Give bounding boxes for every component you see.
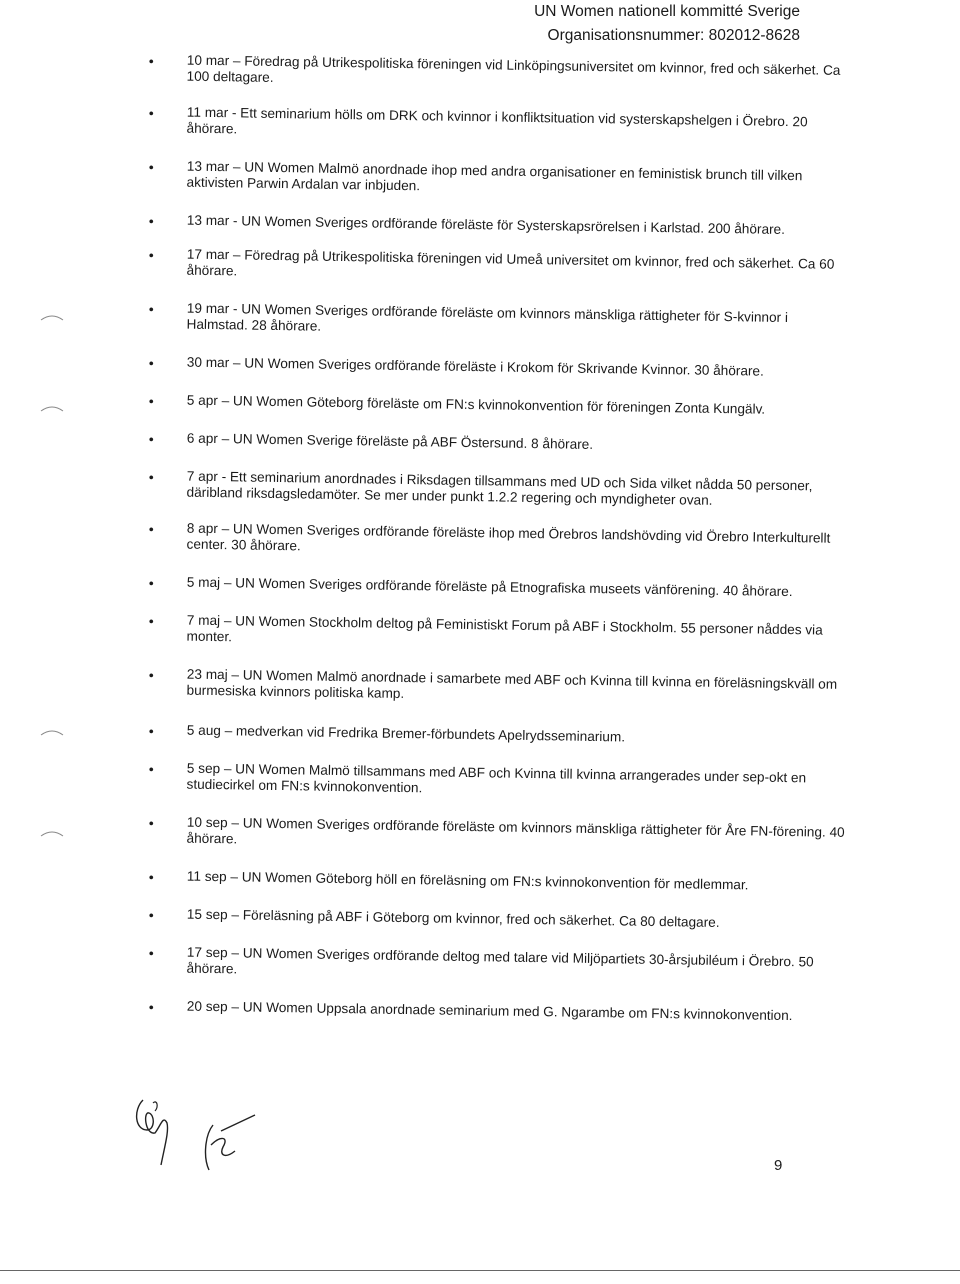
list-item [150, 430, 850, 457]
list-item-text: 6 apr – UN Women Sverige föreläste på ABF Östersund. 8 åhörare. [186, 430, 594, 452]
list-item [150, 998, 850, 1025]
list-item [150, 906, 850, 933]
bullet-icon: • [148, 998, 154, 1016]
list-item-text: 10 mar – Föredrag på Utrikespolitiska föreningen vid Linköpingsuniversitet om kvinnor, fred och säkerhet. Ca 100 deltagare. [186, 52, 841, 85]
bullet-icon: • [148, 944, 154, 962]
list-item-text: 19 mar - UN Women Sveriges ordförande föreläste om kvinnors mänskliga rättigheter för S-kvinnor i Halmstad. 28 åhörare. [186, 300, 789, 334]
bullet-icon: • [148, 468, 154, 486]
list-item [149, 612, 849, 655]
list-item-text: 5 sep – UN Women Malmö tillsammans med ABF och Kvinna till kvinna arrangerades under sep-okt en studiecirkel om FN:s kvinnokonvention. [186, 760, 807, 796]
list-item-text: 17 sep – UN Women Sveriges ordförande deltog med talare vid Miljöpartiets 30-årsjubiléum i Örebro. 50 åhörare. [186, 944, 814, 977]
list-item [150, 212, 850, 239]
bullet-icon: • [148, 574, 154, 592]
list-item-text: 20 sep – UN Women Uppsala anordnade seminarium med G. Ngarambe om FN:s kvinnokonvention. [186, 998, 793, 1024]
bullet-icon: • [148, 392, 154, 410]
list-item-text: 5 maj – UN Women Sveriges ordförande föreläste på Etnografiska museets vänförening. 40 åhörare. [186, 574, 793, 600]
bullet-icon: • [148, 868, 154, 886]
bullet-icon: • [148, 814, 154, 832]
list-item [149, 52, 849, 95]
list-item-text: 7 maj – UN Women Stockholm deltog på Feministiskt Forum på ABF i Stockholm. 55 personer nåddes via monter. [186, 612, 823, 645]
list-item-text: 17 mar – Föredrag på Utrikespolitiska föreningen vid Umeå universitet om kvinnor, fred och säkerhet. Ca 60 åhörare. [186, 246, 835, 279]
bullet-icon: • [148, 906, 154, 924]
list-item [150, 574, 850, 601]
bullet-icon: • [148, 760, 154, 778]
list-item [149, 520, 849, 563]
document-header [534, 0, 800, 48]
list-item-text: 11 mar - Ett seminarium hölls om DRK och kvinnor i konfliktsituation vid systerskapshelgen i Örebro. 20 åhörare. [186, 104, 808, 137]
bullet-icon: • [148, 666, 154, 684]
list-item-text: 8 apr – UN Women Sveriges ordförande föreläste ihop med Örebros landshövding vid Örebro Interkulturellt center. 30 åhörare. [186, 520, 831, 554]
list-item [149, 814, 849, 857]
bullet-icon: • [148, 52, 154, 70]
list-item [149, 944, 849, 987]
list-item-text: 7 apr - Ett seminarium anordnades i Riksdagen tillsammans med UD och Sida vilket nådda 50 personer, däribland riksdagsledamöter. Se mer under punkt 1.2.2 regering och myndigheter ovan. [186, 468, 813, 508]
list-item-text: 30 mar – UN Women Sveriges ordförande föreläste i Krokom för Skrivande Kvinnor. 30 åhörare. [186, 354, 764, 379]
list-item-text: 13 mar - UN Women Sveriges ordförande föreläste för Systerskapsrörelsen i Karlstad. 200 åhörare. [186, 212, 786, 237]
list-item [149, 300, 849, 343]
bullet-icon: • [148, 430, 154, 448]
bullet-icon: • [148, 722, 154, 740]
list-item [150, 392, 850, 419]
list-item [150, 868, 850, 895]
list-item-text: 10 sep – UN Women Sveriges ordförande föreläste om kvinnors mänskliga rättigheter för Åre FN-förening. 40 åhörare. [186, 814, 845, 847]
list-item [149, 468, 849, 511]
bullet-icon: • [148, 104, 154, 122]
bullet-icon: • [148, 300, 154, 318]
bullet-icon: • [148, 520, 154, 538]
margin-mark [40, 828, 64, 838]
activity-list [148, 52, 850, 1024]
list-item [149, 760, 849, 803]
margin-mark [40, 312, 64, 322]
list-item-text: 15 sep – Föreläsning på ABF i Göteborg om kvinnor, fred och säkerhet. Ca 80 deltagare. [186, 906, 720, 930]
footer-divider [0, 1270, 960, 1271]
organization-number: Organisationsnummer: 802012-8628 [547, 27, 800, 44]
page-number: 9 [774, 1157, 783, 1174]
list-item [150, 722, 850, 749]
bullet-icon: • [148, 612, 154, 630]
bullet-icon: • [148, 246, 154, 264]
bullet-icon: • [148, 212, 154, 230]
margin-mark [40, 403, 64, 413]
organization-name: UN Women nationell kommitté Sverige [534, 3, 800, 20]
list-item [149, 158, 849, 201]
handwritten-initials-icon [125, 1085, 265, 1185]
bullet-icon: • [148, 158, 154, 176]
list-item-text: 13 mar – UN Women Malmö anordnade ihop med andra organisationer en feministisk brunch till vilken aktivisten Parwin Ardalan var inbjuden. [186, 158, 803, 194]
list-item-text: 11 sep – UN Women Göteborg höll en föreläsning om FN:s kvinnokonvention för medlemmar. [186, 868, 749, 893]
list-item-text: 5 apr – UN Women Göteborg föreläste om FN:s kvinnokonvention för föreningen Zonta Kungälv. [186, 392, 766, 417]
list-item-text: 5 aug – medverkan vid Fredrika Bremer-förbundets Apelrydsseminarium. [186, 722, 626, 745]
list-item-text: 23 maj – UN Women Malmö anordnade i samarbete med ABF och Kvinna till kvinna en föreläsningskväll om burmesiska kvinnors politiska kamp. [186, 666, 838, 701]
bullet-icon: • [148, 354, 154, 372]
margin-mark [40, 727, 64, 737]
list-item [150, 354, 850, 381]
list-item [149, 104, 849, 147]
list-item [149, 666, 849, 709]
list-item [149, 246, 849, 289]
